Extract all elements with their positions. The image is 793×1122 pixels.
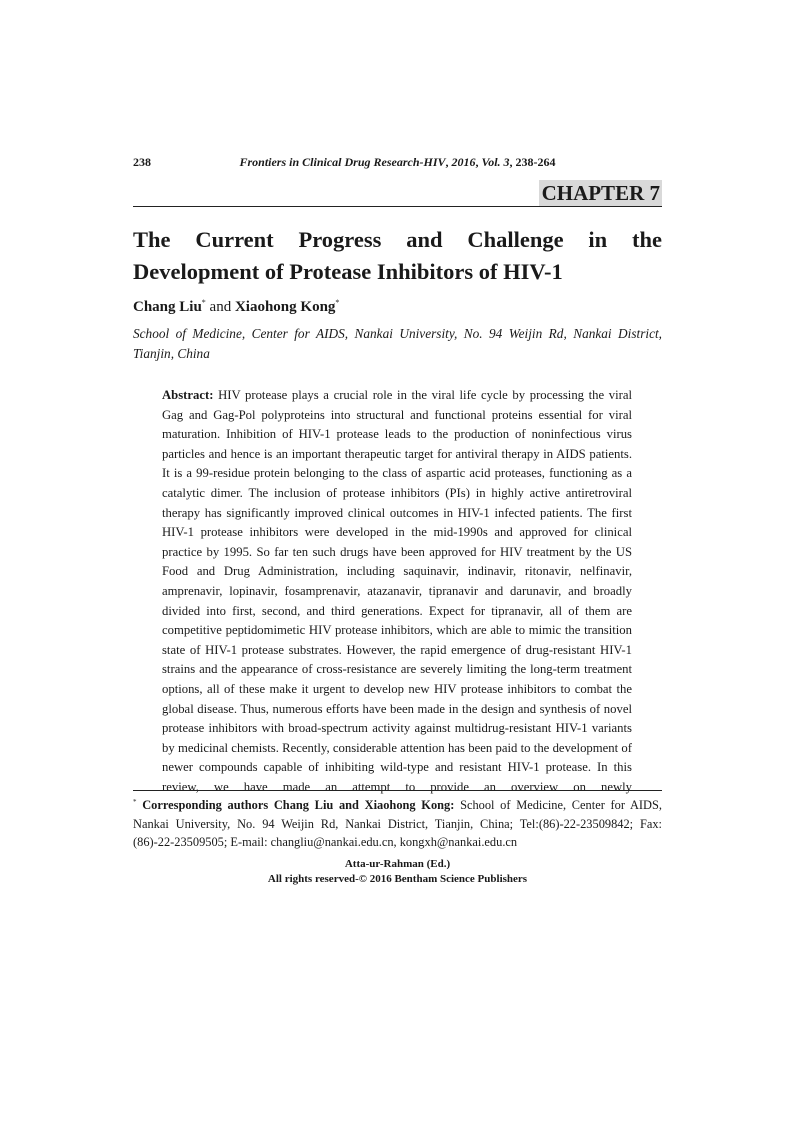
- footnote-marker: *: [133, 798, 137, 806]
- author-conjunction: and: [209, 299, 232, 315]
- abstract-label: Abstract:: [162, 388, 214, 402]
- header-rule: [133, 206, 662, 207]
- footnote-rule: [133, 790, 662, 791]
- article-title: The Current Progress and Challenge in the Development of Protease Inhibitors of HIV-1: [133, 227, 662, 284]
- footnote: [133, 796, 662, 852]
- author-list: [133, 296, 662, 318]
- journal-pages: 238-264: [515, 155, 556, 169]
- author-marker: *: [335, 298, 340, 307]
- editor-credit: Atta-ur-Rahman (Ed.): [344, 858, 451, 870]
- footnote-text: School of Medicine, Center for AIDS, Nankai University, No. 94 Weijin Rd, Nankai District, Tianjin, China; Tel:(86)-22-23509842; Fax: (86)-22-23509505; E-mail: changliu@nankai.edu.cn, kongxh@nankai.edu.cn: [133, 798, 662, 849]
- abstract-text: HIV protease plays a crucial role in the viral life cycle by processing the viral Gag and Gag-Pol polyproteins into structural and functional proteins essential for viral maturation. Inhibition of HIV-1 protease leads to the production of noninfectious virus particles and hence is an important therapeutic target for antiviral therapy in AIDS patients. It is a 99-residue protein belonging to the class of aspartic acid proteases, functioning as a catalytic dimer. The inclusion of protease inhibitors (PIs) in highly active antiretroviral therapy has significantly improved clinical outcomes in HIV-1 infected patients. The first HIV-1 protease inhibitors were developed in the mid-1990s and approved for clinical practice by 1995. So far ten such drugs have been approved for HIV treatment by the US Food and Drug Administration, including saquinavir, indinavir, ritonavir, nelfinavir, amprenavir, lopinavir, fosamprenavir, atazanavir, tipranavir and darunavir, and broadly divided into first, second, and third generations. Expect for tipranavir, all of them are competitive peptidomimetic HIV protease inhibitors, which are able to mimic the transition state of HIV-1 protease substrates. However, the rapid emergence of drug-resistant HIV-1 strains and the appearance of cross-resistance are severely limiting the long-term treatment options, all of these make it urgent to develop new HIV protease inhibitors to combat the global disease. Thus, numerous efforts have been made in the design and synthesis of novel protease inhibitors with broad-spectrum activity against multidrug-resistant HIV-1 variants by medicinal chemists. Recently, considerable attention has been paid to the development of newer compounds capable of inhibiting wild-type and resistant HIV-1 protease. In this review, we have made an attempt to provide an overview on newly: [162, 388, 632, 794]
- running-header: [133, 155, 662, 171]
- footnote-label: Corresponding authors Chang Liu and Xiaohong Kong:: [142, 798, 455, 812]
- journal-title: Frontiers in Clinical Drug Research-HIV: [239, 155, 446, 169]
- abstract: [162, 386, 632, 797]
- page-number: 238: [133, 155, 151, 169]
- chapter-label: CHAPTER 7: [539, 180, 662, 207]
- author-name: Xiaohong Kong: [234, 299, 336, 315]
- author-marker: *: [201, 298, 206, 307]
- copyright-notice: All rights reserved-© 2016 Bentham Science Publishers: [267, 873, 528, 885]
- author-name: Chang Liu: [133, 299, 202, 315]
- journal-volume: Vol. 3: [481, 155, 510, 169]
- journal-year: 2016: [451, 155, 476, 169]
- affiliation: School of Medicine, Center for AIDS, Nankai University, No. 94 Weijin Rd, Nankai District, Tianjin, China: [133, 326, 662, 361]
- journal-citation: Frontiers in Clinical Drug Research-HIV, 2016, Vol. 3, 238-264: [239, 155, 556, 169]
